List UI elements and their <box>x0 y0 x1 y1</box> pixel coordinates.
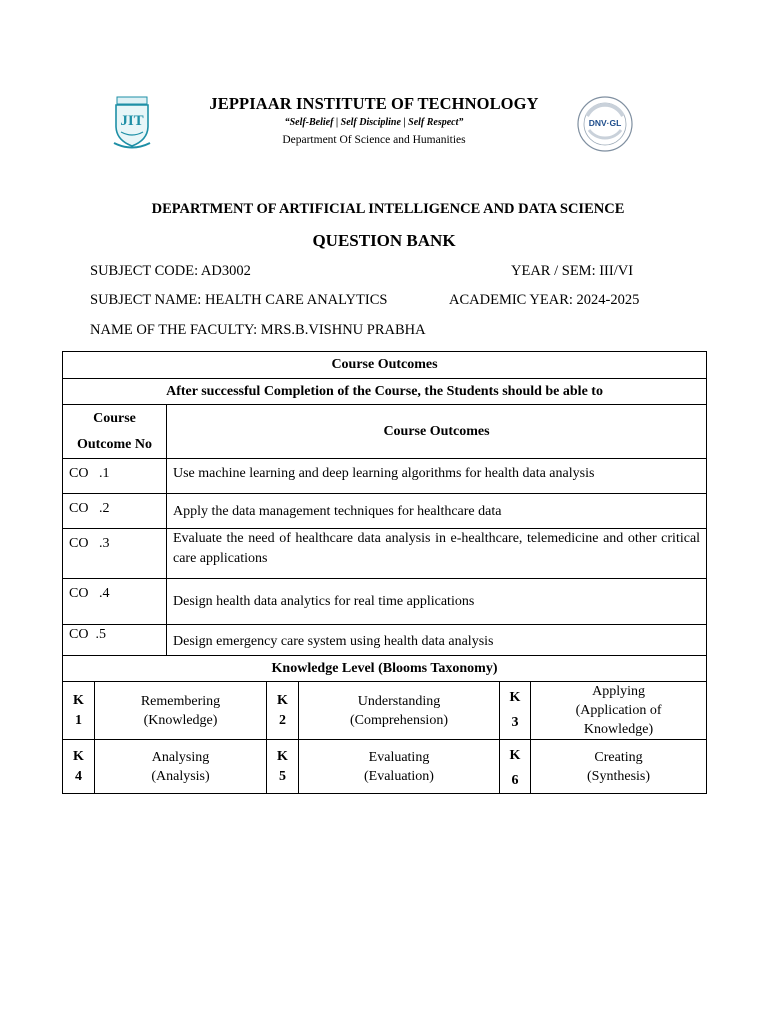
knowledge-level-k: K <box>277 692 288 708</box>
knowledge-level-k: K <box>73 748 84 764</box>
knowledge-level-description <box>299 682 500 740</box>
knowledge-level-description <box>531 682 707 740</box>
outcome-text: Apply the data management techniques for healthcare data <box>167 494 707 529</box>
table-row <box>63 529 707 579</box>
outcome-text: Design emergency care system using health data analysis <box>167 625 707 656</box>
knowledge-level-code <box>63 682 95 740</box>
knowledge-level-number: 3 <box>511 715 519 730</box>
knowledge-level-description <box>299 740 500 794</box>
knowledge-level-description <box>95 740 267 794</box>
subject-name: SUBJECT NAME: HEALTH CARE ANALYTICS <box>90 292 388 308</box>
institute-department: Department Of Science and Humanities <box>282 134 466 146</box>
knowledge-level-k: K <box>73 692 84 708</box>
institute-header <box>0 92 768 158</box>
subject-code: SUBJECT CODE: AD3002 <box>90 263 251 279</box>
outcome-text: Evaluate the need of healthcare data analysis in e-healthcare, telemedicine and other critical care applications <box>167 529 707 579</box>
knowledge-level-k: K <box>509 690 521 705</box>
knowledge-level-name: Applying <box>592 684 645 699</box>
knowledge-level-name: Creating <box>594 749 643 765</box>
knowledge-level-number: 6 <box>511 773 519 788</box>
column-header-outcome-no-line2: Outcome No <box>76 436 153 452</box>
knowledge-level-name: Analysing <box>151 749 210 765</box>
course-outcomes-subheading: After successful Completion of the Course, the Students should be able to <box>63 379 707 405</box>
knowledge-level-k: K <box>509 748 521 763</box>
knowledge-level-row <box>63 740 707 794</box>
course-outcomes-heading: Course Outcomes <box>63 352 707 379</box>
outcome-text: Design health data analytics for real time applications <box>167 579 707 625</box>
knowledge-level-description <box>95 682 267 740</box>
knowledge-level-number: 2 <box>279 712 286 728</box>
table-row <box>63 579 707 625</box>
column-header-outcome-no <box>63 405 167 459</box>
course-outcomes-table <box>62 351 707 794</box>
knowledge-level-detail: (Knowledge) <box>143 712 218 728</box>
knowledge-level-name: Remembering <box>140 693 221 709</box>
knowledge-level-heading: Knowledge Level (Blooms Taxonomy) <box>63 656 707 682</box>
knowledge-level-detail-continued: Knowledge) <box>583 722 654 737</box>
knowledge-level-description <box>531 740 707 794</box>
table-row <box>63 459 707 494</box>
knowledge-level-detail: (Application of <box>575 703 662 718</box>
table-row <box>63 494 707 529</box>
knowledge-level-detail: (Synthesis) <box>587 768 651 784</box>
dnv-gl-seal-text: DNV·GL <box>588 118 622 128</box>
knowledge-level-detail: (Evaluation) <box>364 768 434 784</box>
column-header-course-outcomes: Course Outcomes <box>167 405 707 459</box>
knowledge-level-number: 5 <box>279 768 286 784</box>
outcome-number: CO .3 <box>63 529 167 579</box>
table-row <box>63 625 707 656</box>
academic-year: ACADEMIC YEAR: 2024-2025 <box>449 292 640 308</box>
knowledge-level-detail: (Analysis) <box>151 768 210 784</box>
knowledge-level-k: K <box>277 748 288 764</box>
dnv-gl-certification-seal-icon <box>573 94 637 154</box>
outcome-number: CO .4 <box>63 579 167 625</box>
faculty-name: NAME OF THE FACULTY: MRS.B.VISHNU PRABHA <box>90 322 426 338</box>
column-header-outcome-no-line1: Course <box>93 410 136 426</box>
svg-text:JIT: JIT <box>120 113 144 129</box>
outcome-number: CO .5 <box>63 625 167 656</box>
knowledge-level-row <box>63 682 707 740</box>
knowledge-level-code <box>500 740 531 794</box>
knowledge-level-name: Evaluating <box>368 749 430 765</box>
year-sem: YEAR / SEM: III/VI <box>511 263 634 279</box>
institute-name: JEPPIAAR INSTITUTE OF TECHNOLOGY <box>209 94 539 113</box>
institute-motto: “Self-Belief | Self Discipline | Self Respect” <box>284 117 464 128</box>
knowledge-level-code <box>267 682 299 740</box>
question-bank-title: QUESTION BANK <box>312 231 456 250</box>
outcome-number: CO .1 <box>63 459 167 494</box>
knowledge-level-number: 4 <box>75 768 82 784</box>
knowledge-level-code <box>63 740 95 794</box>
knowledge-level-number: 1 <box>75 712 82 728</box>
department-title: DEPARTMENT OF ARTIFICIAL INTELLIGENCE AND DATA SCIENCE <box>151 201 625 217</box>
knowledge-level-detail: (Comprehension) <box>350 712 448 728</box>
outcome-number: CO .2 <box>63 494 167 529</box>
outcome-text: Use machine learning and deep learning algorithms for health data analysis <box>167 459 707 494</box>
knowledge-level-code <box>500 682 531 740</box>
knowledge-level-name: Understanding <box>357 693 441 709</box>
knowledge-level-code <box>267 740 299 794</box>
